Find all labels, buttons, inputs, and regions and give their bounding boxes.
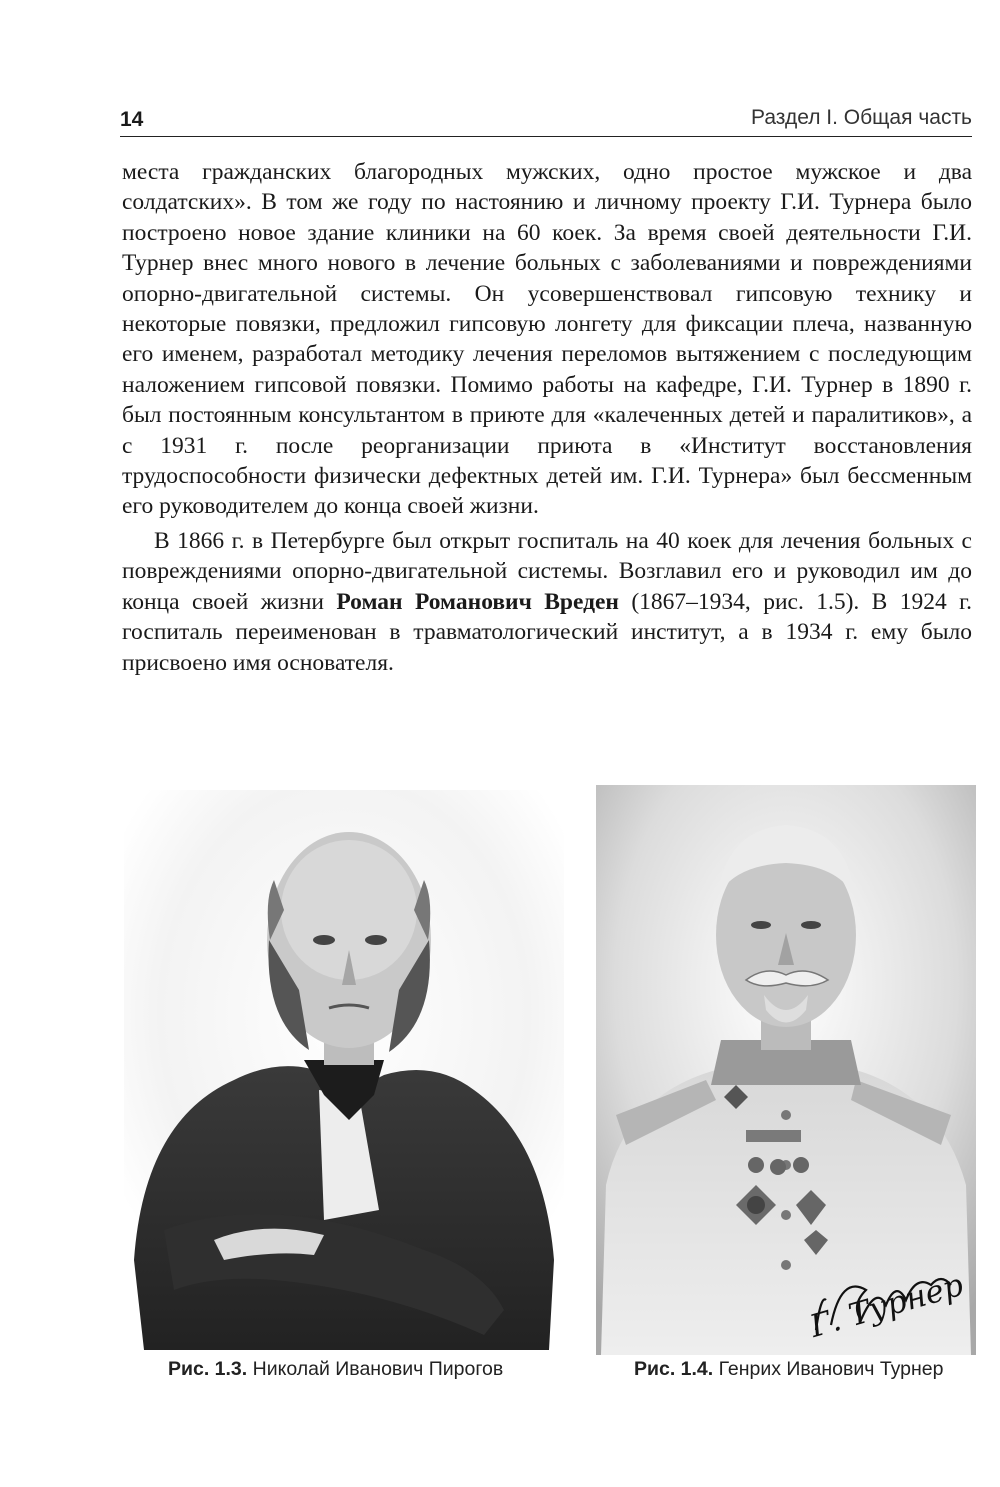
figure-caption-1-3 xyxy=(168,1358,503,1381)
portrait-turner-signature: Г. Турнер xyxy=(806,1267,968,1345)
paragraph-1: места гражданских благородных мужских, одно простое мужское и два солдатских». В том же году по настоянию и личному проекту Г.И. Турнера было построено новое здание клиники на 60 коек. За время своей деятельности Г.И. Турнер внес много нового в лечение больных с заболеваниями и повреждениями опорно-двигательной системы. Он усовершенствовал гипсовую технику и некоторые повязки, предложил гипсовую лонгету для фиксации плеча, названную его именем, разработал методику лечения переломов вытяжением с последующим наложением гипсовой повязки. Помимо работы на кафедре, Г.И. Турнер в 1890 г. был постоянным консультантом в приюте для «калеченных детей и паралитиков», а с 1931 г. после реорганизации приюта в «Институт восстановления трудоспособности физически дефектных детей им. Г.И. Турнера» был бессменным его руководителем до конца своей жизни. xyxy=(122,159,972,520)
page-number: 14 xyxy=(120,108,144,131)
section-title: Раздел I. Общая часть xyxy=(751,106,972,129)
body-text xyxy=(122,157,972,678)
figure-caption-1-4 xyxy=(634,1358,944,1381)
figure-caption-text: Генрих Иванович Турнер xyxy=(713,1358,944,1380)
paragraph-2 xyxy=(122,526,972,678)
paragraph-2-end: (1867–1934, рис. 1.5). В 1924 г. госпиталь переименован в травматологический институт, а в 1934 г. ему было присвоено имя основателя. xyxy=(122,588,972,676)
portrait-turner xyxy=(596,785,976,1355)
figure-label: Рис. 1.3. xyxy=(168,1358,248,1380)
paragraph-2-start: В 1866 г. в Петербурге был открыт госпиталь на 40 коек для лечения больных с повреждениями опорно-двигательной системы. Возглавил его и руководил им до конца своей жизни xyxy=(122,527,972,615)
figure-label: Рис. 1.4. xyxy=(634,1358,714,1380)
figure-caption-text: Николай Иванович Пирогов xyxy=(247,1358,504,1380)
person-name-vreden: Роман Романович Вреден xyxy=(336,588,619,615)
page-header xyxy=(120,96,972,137)
portrait-pirogov xyxy=(124,790,564,1350)
